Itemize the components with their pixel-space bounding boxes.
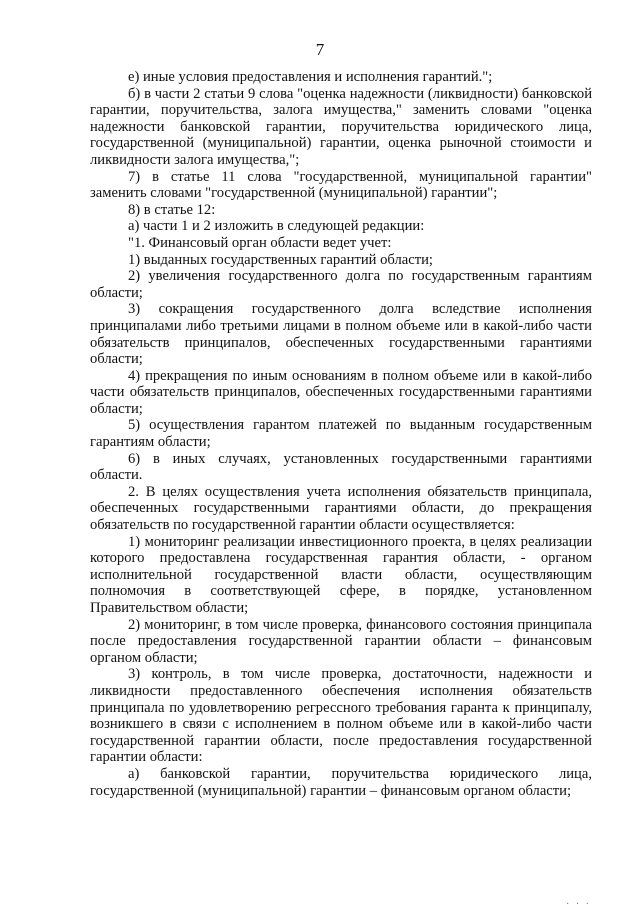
paragraph: 2) увеличения государственного долга по государственным гарантиям области; [90, 268, 592, 301]
page-number: 7 [315, 40, 325, 59]
paragraph: 7) в статье 11 слова "государственной, муниципальной гарантии" заменить словами "государственной (муниципальной) гарантии"; [90, 168, 592, 202]
paragraph: 3) сокращения государственного долга вследствие исполнения принципалами либо третьими лицами в полном объеме или в какой-либо части обязательств принципалов, обеспеченных государственными гарантиями области; [90, 301, 592, 368]
paragraph: а) части 1 и 2 изложить в следующей редакции: [128, 218, 425, 235]
paragraph: 2) мониторинг, в том числе проверка, финансового состояния принципала после предоставления государственной гарантии области – финансовым органом области; [90, 616, 592, 666]
paragraph: "1. Финансовый орган области ведет учет: [128, 234, 392, 251]
paragraph: 2. В целях осуществления учета исполнения обязательств принципала, обеспеченных государственными гарантиями области, до прекращения обязательств по государственной гарантии области осуществляется: [90, 483, 592, 534]
paragraph: 4) прекращения по иным основаниям в полном объеме или в какой-либо части обязательств принципалов, обеспеченных государственными гарантиями области; [90, 367, 592, 417]
paragraph: 6) в иных случаях, установленных государственными гарантиями области. [90, 450, 592, 484]
paragraph: 1) мониторинг реализации инвестиционного проекта, в целях реализации которого предоставлена государственная гарантия области, - органом исполнительной государственной власти области, осуществляющим полномочия в соответствующей сфере, в порядке, установленном Правительством области; [90, 533, 592, 616]
paragraph: 8) в статье 12: [128, 201, 216, 218]
paragraph: е) иные условия предоставления и исполнения гарантий."; [128, 69, 493, 85]
paragraph: 3) контроль, в том числе проверка, достаточности, надежности и ликвидности предоставленного обеспечения исполнения обязательств принципала по удовлетворению регрессного требования гаранта к принципалу, возникшего в связи с исполнением в полном объеме или в какой-либо части государственной гарантии области, после предоставления государственной гарантии области: [90, 666, 592, 766]
paragraph: 1) выданных государственных гарантий области; [128, 251, 433, 268]
paragraph: а) банковской гарантии, поручительства юридического лица, государственной (муниципальной) гарантии – финансовым органом области; [90, 765, 592, 799]
scan-artifact: · · · [566, 899, 591, 910]
paragraph: 5) осуществления гарантом платежей по выданным государственным гарантиям области; [90, 417, 592, 451]
document-body [90, 69, 592, 799]
paragraph: б) в части 2 статьи 9 слова "оценка надежности (ликвидности) банковской гарантии, поручительства, залога имущества," заменить словами "оценка надежности банковской гарантии, поручительства юридического лица, государственной (муниципальной) гарантии, оценка рыночной стоимости и ликвидности залога имущества,"; [90, 85, 592, 168]
